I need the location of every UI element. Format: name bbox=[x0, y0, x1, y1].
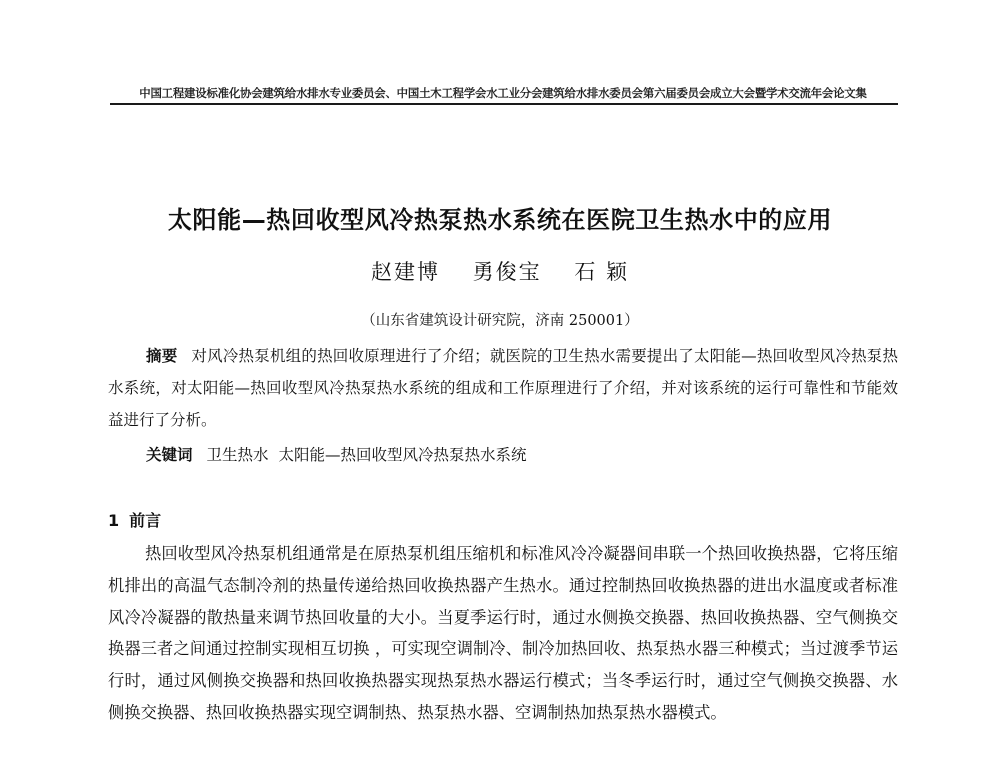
body-paragraph: 热回收型风冷热泵机组通常是在原热泵机组压缩机和标准风冷冷凝器间串联一个热回收换热器，它将压缩机排出的高温气态制冷剂的热量传递给热回收换热器产生热水。通过控制热回收换热器的进出水温度或者标准风冷冷凝器的散热量来调节热回收量的大小。当夏季运行时，通过水侧换交换器、热回收换热器、空气侧换交换器三者之间通过控制实现相互切换 ，可实现空调制冷、制冷加热回收、热泵热水器三种模式；当过渡季节运行时，通过风侧换交换器和热回收换热器实现热泵热水器运行模式；当冬季运行时，通过空气侧换交换器、水侧换交换器、热回收换热器实现空调制热、热泵热水器、空调制热加热泵热水器模式。 bbox=[108, 544, 898, 722]
section-heading bbox=[108, 508, 161, 531]
author-name: 石 颖 bbox=[574, 260, 630, 284]
running-header: 中国工程建设标准化协会建筑给水排水专业委员会、中国土木工程学会水工业分会建筑给水排水委员会第六届委员会成立大会暨学术交流年会论文集 bbox=[139, 86, 867, 100]
keywords-label: 关键词 bbox=[146, 446, 193, 464]
keyword: 卫生热水 bbox=[206, 446, 269, 464]
affiliation: （山东省建筑设计研究院，济南 250001） bbox=[361, 313, 639, 329]
abstract-label: 摘要 bbox=[146, 347, 178, 365]
header-rule bbox=[110, 103, 898, 105]
author-name: 赵建博 bbox=[370, 260, 440, 284]
keywords bbox=[146, 439, 896, 471]
keyword: 太阳能—热回收型风冷热泵热水系统 bbox=[278, 446, 527, 464]
abstract bbox=[108, 340, 898, 436]
section-title: 前言 bbox=[129, 511, 162, 530]
section-number: 1 bbox=[108, 511, 120, 530]
author-list bbox=[0, 256, 1000, 286]
abstract-text: 对风冷热泵机组的热回收原理进行了介绍；就医院的卫生热水需要提出了太阳能—热回收型风冷热泵热水系统，对太阳能—热回收型风冷热泵热水系统的组成和工作原理进行了介绍，并对该系统的运行可靠性和节能效益进行了分析。 bbox=[108, 347, 898, 429]
paper-title: 太阳能—热回收型风冷热泵热水系统在医院卫生热水中的应用 bbox=[167, 206, 833, 234]
author-name: 勇俊宝 bbox=[472, 260, 542, 284]
